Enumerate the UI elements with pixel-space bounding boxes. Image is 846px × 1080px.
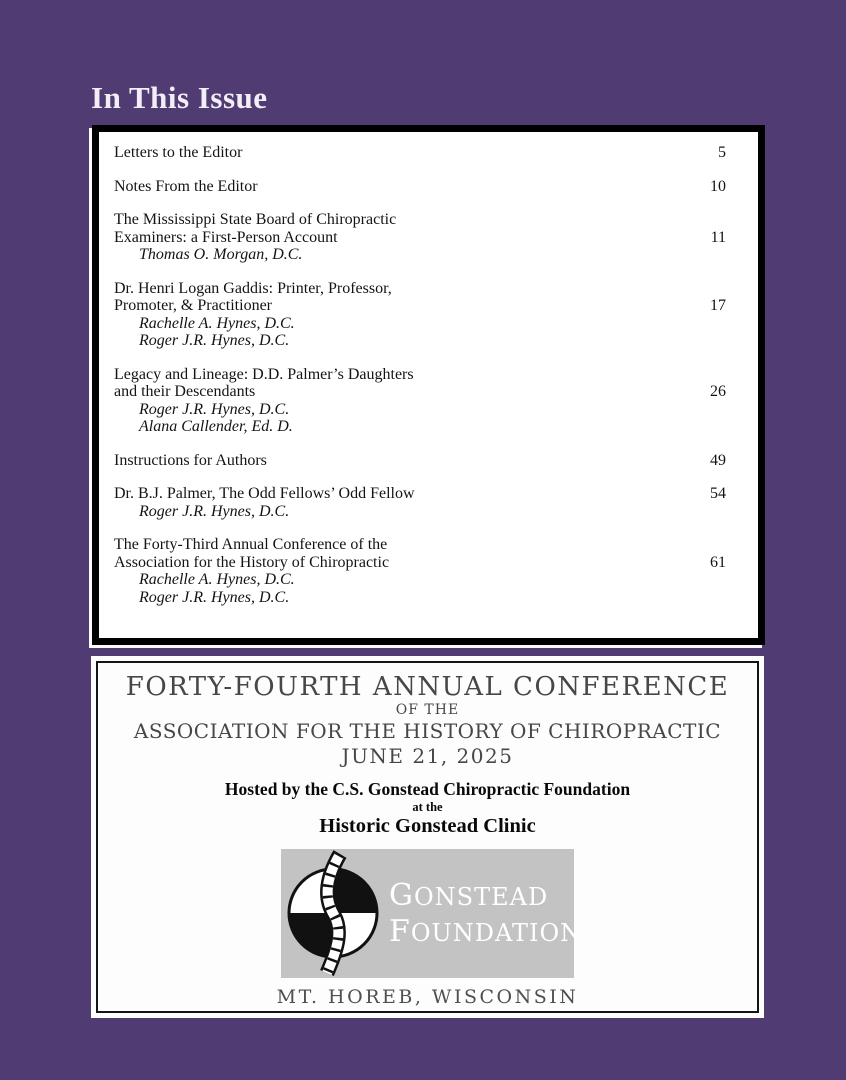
toc-entry-page-number: 61 <box>710 553 726 571</box>
toc-entry <box>114 536 726 606</box>
toc-entry-titles <box>114 211 696 264</box>
toc-entry-titles <box>114 178 696 196</box>
toc-entry-titles <box>114 452 696 470</box>
toc-entry <box>114 366 726 436</box>
toc-entry-page-number: 49 <box>710 451 726 469</box>
conference-announcement-inner <box>96 661 759 1013</box>
spine-circle-emblem-icon <box>283 850 387 977</box>
toc-entry-author: Roger J.R. Hynes, D.C. <box>139 332 290 349</box>
toc-entry-author: Alana Callender, Ed. D. <box>139 418 293 435</box>
conference-title-line3: ASSOCIATION FOR THE HISTORY OF CHIROPRACTIC <box>133 719 722 743</box>
logo-wordmark <box>389 878 582 948</box>
toc-entry <box>114 485 726 520</box>
conference-announcement-box <box>91 656 764 1018</box>
toc-entry-author: Roger J.R. Hynes, D.C. <box>139 502 290 520</box>
toc-entry-title-line: Legacy and Lineage: D.D. Palmer’s Daughters <box>114 365 414 383</box>
toc-entry-title-line: and their Descendants <box>114 383 256 400</box>
conference-host-line: Hosted by the C.S. Gonstead Chiropractic Foundation <box>224 779 631 799</box>
toc-entry-titles <box>114 144 696 162</box>
toc-entry <box>114 178 726 196</box>
toc-entry-title-line: Dr. Henri Logan Gaddis: Printer, Professor, <box>114 279 392 297</box>
toc-entry-title-line: Examiners: a First-Person Account <box>114 228 338 246</box>
logo-wordmark-line2: FOUNDATION <box>389 913 583 949</box>
toc-entry-page-number: 10 <box>710 177 726 195</box>
page-title: In This Issue <box>91 80 268 115</box>
toc-entry-title-line: Dr. B.J. Palmer, The Odd Fellows’ Odd Fellow <box>114 485 415 502</box>
toc-entry <box>114 452 726 470</box>
toc-entry-author: Roger J.R. Hynes, D.C. <box>139 400 290 418</box>
toc-entry-author: Rachelle A. Hynes, D.C. <box>139 314 295 332</box>
conference-title-line2: OF THE <box>395 702 460 718</box>
toc-entry-page-number: 26 <box>710 383 726 400</box>
toc-entry <box>114 211 726 264</box>
conference-title-line1: FORTY-FOURTH ANNUAL CONFERENCE <box>125 672 730 702</box>
toc-entry-titles <box>114 366 696 436</box>
table-of-contents-box <box>92 125 765 645</box>
toc-entry-title-line: The Mississippi State Board of Chiropractic <box>114 211 397 228</box>
toc-entry-author: Thomas O. Morgan, D.C. <box>139 246 303 263</box>
toc-entry-title-line: Association for the History of Chiropractic <box>114 553 390 571</box>
gonstead-foundation-logo <box>281 849 583 978</box>
toc-entry <box>114 280 726 350</box>
toc-entry-page-number: 17 <box>710 297 726 314</box>
toc-entry-titles <box>114 280 696 350</box>
logo-wordmark-line1: GONSTEAD <box>389 878 549 914</box>
toc-entry-author: Roger J.R. Hynes, D.C. <box>139 588 290 606</box>
toc-entry-title-line: Promoter, & Practitioner <box>114 297 272 314</box>
toc-entry-page-number: 54 <box>710 485 726 502</box>
conference-venue: Historic Gonstead Clinic <box>319 815 536 837</box>
toc-entry-title-line: Notes From the Editor <box>114 177 258 195</box>
toc-entry-titles <box>114 485 696 520</box>
conference-date: JUNE 21, 2025 <box>341 744 514 768</box>
toc-entry-title-line: Letters to the Editor <box>114 144 243 161</box>
toc-entry-titles <box>114 536 696 606</box>
toc-list <box>114 144 726 606</box>
toc-entry-page-number: 11 <box>710 228 726 246</box>
toc-entry-title-line: Instructions for Authors <box>114 451 267 469</box>
conference-at-the: at the <box>412 800 443 814</box>
toc-entry-page-number: 5 <box>718 144 726 161</box>
conference-location: MT. HOREB, WISCONSIN <box>276 986 579 1008</box>
toc-entry <box>114 144 726 162</box>
toc-entry-author: Rachelle A. Hynes, D.C. <box>139 571 295 588</box>
toc-entry-title-line: The Forty-Third Annual Conference of the <box>114 536 388 553</box>
